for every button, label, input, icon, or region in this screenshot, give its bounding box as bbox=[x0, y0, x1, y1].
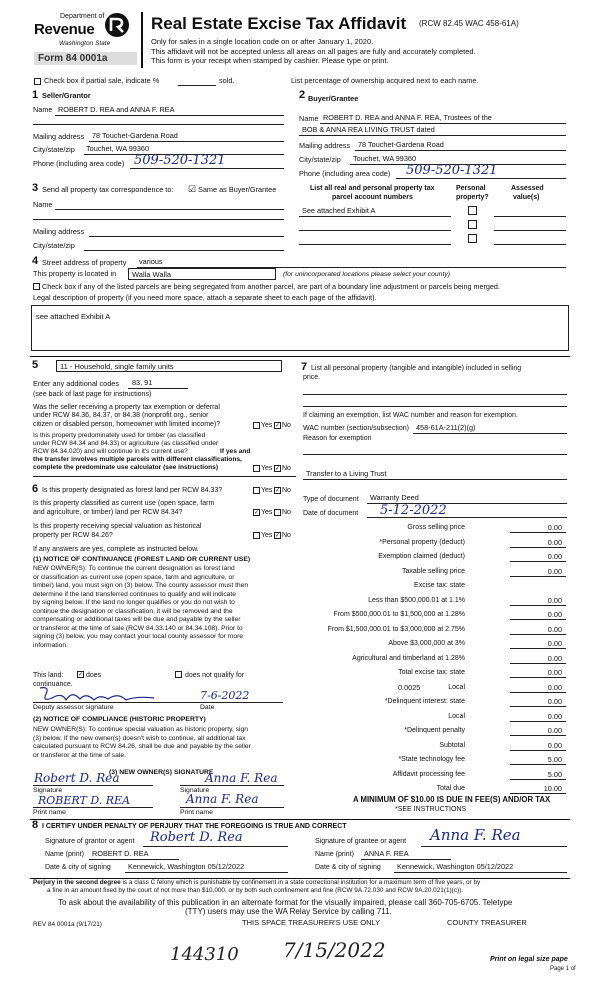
new-owner-signature-1[interactable]: Robert D. Rea bbox=[34, 771, 120, 785]
rate-tier-2-label: From $500,000.01 to $1,500,000 at 1.28% bbox=[333, 611, 465, 618]
state-technology-fee-amount[interactable]: 5.00 bbox=[547, 755, 562, 764]
amount-line bbox=[510, 750, 566, 751]
seller-city[interactable]: Touchet, WA 99360 bbox=[86, 144, 150, 153]
sec7-label-a: List all personal property (tangible and intangible) included in selling bbox=[311, 365, 522, 372]
sec6-q3-no-checkbox[interactable]: ✓ bbox=[275, 533, 281, 539]
sec6-q2-a: Is this property classified as current use (open space, farm bbox=[33, 500, 215, 507]
tax-corr-city-label: City/state/zip bbox=[33, 241, 75, 250]
total-excise-state-label: Total excise tax: state bbox=[398, 669, 465, 676]
delinquent-penalty-amount[interactable]: 0.00 bbox=[547, 726, 562, 735]
personal-heading-b: property? bbox=[456, 194, 489, 201]
parcel-line-1 bbox=[299, 216, 451, 217]
tax-corr-city-line[interactable] bbox=[84, 250, 284, 251]
perjury-line-1 bbox=[33, 879, 480, 886]
notice-continuance-line: or transferor at the time of sale (RCW 84.33.140 or 84.34.108). Prior to bbox=[33, 624, 243, 632]
buyer-name-line2 bbox=[299, 135, 566, 136]
amount-line bbox=[510, 605, 566, 606]
reason-value[interactable]: Transfer to a Living Trust bbox=[306, 469, 387, 478]
notice-continuance-line: continue the designation or classification, it will be removed and the bbox=[33, 607, 233, 615]
local-tax-label: Local bbox=[448, 683, 465, 691]
buyer-phone-label: Phone (including area code) bbox=[299, 169, 391, 178]
grantee-sig-line bbox=[421, 846, 567, 847]
rate-tier-1-label: Less than $500,000.01 at 1.1% bbox=[368, 596, 465, 604]
notice-continuance-line: or classification as current use (open space, farm and agriculture, or bbox=[33, 573, 235, 581]
excise-tax-state-label: Excise tax: state bbox=[414, 582, 465, 589]
perjury-bold: Perjury in the second degree bbox=[33, 879, 121, 886]
rate-tier-1-amount[interactable]: 0.00 bbox=[547, 595, 562, 605]
sec5-q2-b: under RCW 84.34 and 84.33) or agriculture (as classified under bbox=[33, 440, 219, 447]
sec6-q2-yes-checkbox[interactable]: ✓ bbox=[254, 510, 260, 516]
tax-corr-mailing-label: Mailing address bbox=[33, 227, 85, 236]
exemption-claimed-amount[interactable]: 0.00 bbox=[547, 552, 562, 561]
notice-continuance-line: information. bbox=[33, 641, 68, 649]
grantor-name-label: Name (print) bbox=[45, 851, 84, 858]
assessor-date[interactable]: 7-6-2022 bbox=[200, 689, 250, 702]
sec6-q3-yes: Yes bbox=[261, 532, 273, 539]
amount-line bbox=[510, 532, 566, 533]
street-value[interactable]: various bbox=[139, 257, 163, 266]
assessed-heading-a: Assessed bbox=[511, 185, 544, 192]
partial-sale-percent-line[interactable] bbox=[178, 85, 216, 86]
revision-number: REV 84 0001a (9/17/21) bbox=[33, 921, 102, 928]
doc-date[interactable]: 5-12-2022 bbox=[380, 503, 447, 518]
sec6-q2-no: No bbox=[282, 509, 291, 516]
deputy-label: Deputy assessor signature bbox=[33, 704, 114, 711]
use-code-select[interactable] bbox=[56, 360, 282, 372]
seller-section-number: 1 bbox=[32, 89, 39, 101]
form-number-badge bbox=[34, 52, 137, 65]
seller-phone-label: Phone (including area code) bbox=[33, 159, 125, 168]
seller-name[interactable]: ROBERT D. REA and ANNA F. REA bbox=[58, 105, 175, 114]
dor-logo-icon bbox=[104, 12, 130, 38]
notice-continuance-title: (1) NOTICE OF CONTINUANCE (FOREST LAND OR CURRENT USE) bbox=[33, 556, 251, 563]
land-does-not-checkbox[interactable] bbox=[175, 671, 182, 678]
continuance-label: continuance. bbox=[33, 681, 73, 688]
sec6-q1-yes: Yes bbox=[261, 487, 273, 494]
personal-property-deduct-amount[interactable]: 0.00 bbox=[547, 537, 562, 547]
partial-sale-sold: sold. bbox=[219, 76, 235, 85]
notice-compliance-line: calculated pursuant to RCW 84.26, shall be due and payable by the seller bbox=[33, 743, 251, 750]
sec6-q2-no-checkbox[interactable] bbox=[274, 509, 281, 516]
street-label: Street address of property bbox=[42, 258, 127, 267]
taxable-selling-price-label: Taxable selling price bbox=[401, 567, 465, 575]
grantee-date-city-label: Date & city of signing bbox=[315, 864, 381, 871]
amount-line bbox=[510, 677, 566, 678]
segregated-checkbox[interactable] bbox=[33, 283, 40, 290]
local-tax-amount[interactable]: 0.00 bbox=[547, 682, 562, 692]
sec5-q2-no: No bbox=[282, 465, 291, 472]
partial-sale-label: Check box if partial sale, indicate % bbox=[44, 76, 160, 85]
land-does-not-label: does not qualify for bbox=[185, 672, 245, 679]
logo-wa-state: Washington State bbox=[59, 40, 111, 47]
sec5-q2-e: complete the predominate use calculator (see instructions) bbox=[33, 464, 219, 471]
sec6-q1-yes-checkbox[interactable] bbox=[253, 487, 260, 494]
legal-description-box[interactable] bbox=[31, 305, 569, 351]
amount-line bbox=[510, 692, 566, 693]
exemption-note: If claiming an exemption, list WAC number and reason for exemption. bbox=[303, 412, 518, 419]
sec5-number: 5 bbox=[32, 359, 39, 371]
amount-line bbox=[510, 735, 566, 736]
section-5-rule bbox=[30, 356, 570, 357]
buyer-phone-line bbox=[396, 178, 566, 179]
amount-line bbox=[510, 663, 566, 664]
sec6-q1: Is this property designated as forest land per RCW 84.33? bbox=[42, 487, 223, 494]
grantee-name-line bbox=[361, 859, 451, 860]
buyer-name-label: Name bbox=[299, 114, 319, 123]
personal-property-line-2[interactable] bbox=[303, 406, 567, 407]
sec5-q2-d: the transfer involves multiple parcels with different classifications, bbox=[33, 456, 242, 463]
grantee-name[interactable]: ANNA F. REA bbox=[364, 849, 409, 858]
gross-selling-price-label: Gross selling price bbox=[407, 524, 465, 531]
parcel-line-3[interactable] bbox=[299, 244, 451, 245]
notice-continuance-line: by signing below. If the land no longer qualifies or you do not wish to bbox=[33, 599, 235, 606]
new-owner-signature-2[interactable]: Anna F. Rea bbox=[205, 771, 278, 785]
personal-property-checkbox-3[interactable] bbox=[468, 234, 477, 243]
treasurer-stamp-number: 144310 bbox=[170, 944, 239, 965]
county-note: (for unincorporated locations please select your county) bbox=[283, 271, 450, 278]
personal-property-line-1[interactable] bbox=[303, 394, 567, 395]
deputy-date-label: Date bbox=[200, 704, 215, 711]
seller-mailing[interactable]: 78 Touchet-Gardena Road bbox=[92, 131, 178, 140]
rate-tier-4-amount[interactable]: 0.00 bbox=[547, 639, 562, 648]
buyer-phone[interactable]: 509-520-1321 bbox=[406, 163, 498, 178]
sec7-label-b: price. bbox=[303, 374, 321, 381]
treasurer-use-only: THIS SPACE TREASURER'S USE ONLY bbox=[242, 918, 381, 927]
sec6-q3-no: No bbox=[282, 532, 291, 539]
taxable-selling-price-amount[interactable]: 0.00 bbox=[547, 566, 562, 576]
grantee-name-label: Name (print) bbox=[315, 851, 354, 858]
wac-label: WAC number (section/subsection) bbox=[303, 425, 409, 432]
sec5-q1-a: Was the seller receiving a property tax exemption or deferral bbox=[33, 404, 220, 411]
buyer-section-number: 2 bbox=[299, 89, 306, 101]
new-owner-signature-title: (3) NEW OWNER(S) SIGNATURE bbox=[109, 769, 214, 776]
local-rate[interactable]: 0.0025 bbox=[398, 683, 421, 692]
amount-line bbox=[510, 561, 566, 562]
seller-mailing-line bbox=[89, 141, 284, 142]
buyer-mailing[interactable]: 78 Touchet-Gardena Road bbox=[358, 140, 444, 149]
agricultural-rate-label: Agricultural and timberland at 1.28% bbox=[352, 654, 465, 662]
tax-corr-section-number: 3 bbox=[32, 182, 39, 194]
seller-phone-line bbox=[130, 168, 284, 169]
tax-corr-name-label: Name bbox=[33, 200, 53, 209]
this-land-label: This land: bbox=[33, 672, 64, 679]
personal-property-deduct-label: *Personal property (deduct) bbox=[379, 538, 465, 546]
tax-corr-name-line[interactable] bbox=[55, 209, 284, 210]
sec6-q3-b: property per RCW 84.26? bbox=[33, 532, 113, 539]
buyer-city-label: City/state/zip bbox=[299, 155, 341, 164]
total-due-label: Total due bbox=[436, 785, 465, 792]
sec5-q2-c-bold: If yes and bbox=[220, 448, 251, 455]
notice-compliance-line: (3) below. If the new owner(s) doesn't wish to continue, all additional tax bbox=[33, 734, 246, 742]
county-select[interactable] bbox=[128, 268, 276, 280]
use-code-value: 11 - Household, single family units bbox=[60, 362, 174, 371]
total-excise-state-amount[interactable]: 0.00 bbox=[547, 668, 562, 677]
state-technology-fee-label: *State technology fee bbox=[398, 756, 465, 763]
parcel-entry-1[interactable]: See attached Exhibit A bbox=[302, 206, 376, 215]
wac-number[interactable]: 458-61A-211(2)(g) bbox=[416, 423, 476, 432]
delinquent-interest-local-amount[interactable]: 0.00 bbox=[547, 711, 562, 721]
doc-date-label: Date of document bbox=[303, 510, 359, 517]
buyer-name-1[interactable]: ROBERT D. REA and ANNA F. REA, Trustees of the bbox=[323, 113, 492, 122]
buyer-mailing-line bbox=[355, 150, 566, 151]
seller-name-line bbox=[55, 115, 284, 116]
perjury-line-2: a fine in an amount fixed by the court of not more than $10,000, or by both such confinement and fine (RCW 9A.72.030 and RCW 9A.20.021(1)(c)). bbox=[47, 887, 463, 894]
assessed-line-1[interactable] bbox=[494, 216, 566, 217]
page-indicator: Page 1 of bbox=[550, 966, 576, 972]
reason-label: Reason for exemption bbox=[303, 435, 372, 442]
print-name-label-1: Print name bbox=[33, 809, 66, 816]
grantor-signature[interactable]: Robert D. Rea bbox=[150, 830, 243, 845]
partial-sale-checkbox[interactable] bbox=[34, 78, 41, 85]
sec6-q2-b: and agriculture, or timber) land per RCW 84.34? bbox=[33, 509, 183, 516]
signature-label-2: Signature bbox=[180, 787, 210, 794]
sec5-q2-c: RCW 84.34.020) and will continue in it's current use? bbox=[33, 448, 188, 455]
sec5-q2-yes: Yes bbox=[261, 465, 273, 472]
same-as-buyer-label: Same as Buyer/Grantee bbox=[198, 185, 277, 194]
logo-dept-line: Department of bbox=[60, 13, 105, 20]
affidavit-processing-fee-label: Affidavit processing fee bbox=[392, 770, 465, 778]
land-does-checkbox[interactable]: ✓ bbox=[78, 672, 84, 678]
seller-name-label: Name bbox=[33, 105, 53, 114]
notice-continuance-line: determine if the land transferred continues to qualify and will indicate bbox=[33, 590, 236, 598]
new-owner-sig-line-2 bbox=[180, 785, 284, 786]
county-value: Walla Walla bbox=[132, 270, 172, 279]
reason-line-2 bbox=[303, 479, 567, 480]
header-divider bbox=[141, 12, 143, 68]
parcel-line-2[interactable] bbox=[299, 230, 451, 231]
print-name-2[interactable]: Anna F. Rea bbox=[186, 792, 259, 806]
grantor-sig-line bbox=[143, 846, 288, 847]
buyer-heading: Buyer/Grantee bbox=[308, 94, 359, 103]
tax-corr-label: Send all property tax correspondence to: bbox=[42, 185, 174, 194]
sec5-q1-yes: Yes bbox=[261, 422, 273, 429]
agricultural-amount[interactable]: 0.00 bbox=[547, 653, 562, 663]
notice-compliance-line: or transferor at the time of sale. bbox=[33, 751, 126, 759]
assessed-heading-b: value(s) bbox=[513, 194, 540, 201]
sec5-q1-no: No bbox=[282, 422, 291, 429]
additional-codes-label: Enter any additional codes bbox=[33, 379, 119, 388]
sec5-q2-a: Is this property predominately used for timber (as classified bbox=[33, 432, 206, 439]
amount-line bbox=[510, 547, 566, 548]
amount-line bbox=[510, 764, 566, 765]
print-name-line-1 bbox=[33, 807, 153, 808]
exemption-claimed-label: Exemption claimed (deduct) bbox=[378, 553, 465, 560]
accessibility-line-1: To ask about the availability of this publication in an alternate format for the visually impaired, please call 360-705-6705. Teletype bbox=[58, 898, 513, 907]
amount-line bbox=[510, 793, 566, 794]
grantee-sig-label: Signature of grantee or agent bbox=[315, 838, 407, 845]
wac-line bbox=[413, 433, 567, 434]
reason-line-1 bbox=[303, 454, 567, 455]
seller-name-line2 bbox=[33, 124, 284, 125]
sec6-q3-yes-checkbox[interactable] bbox=[253, 532, 260, 539]
grantor-name-line bbox=[89, 859, 179, 860]
see-instructions-note: *SEE INSTRUCTIONS bbox=[395, 806, 467, 813]
segregated-note: Check box if any of the listed parcels are being segregated from another parcel, are part of a boundary line adjustment or parcels being merged. bbox=[42, 282, 500, 291]
sec6-q1-no: No bbox=[282, 487, 291, 494]
buyer-mailing-label: Mailing address bbox=[299, 141, 351, 150]
signature-label-1: Signature bbox=[33, 787, 63, 794]
new-owner-sig-line-1 bbox=[33, 785, 153, 786]
sec5-q1-b: under RCW 84.36, 84.37, or 84.38 (nonprofit org., senior bbox=[33, 412, 209, 419]
doc-type[interactable]: Warranty Deed bbox=[370, 493, 419, 502]
print-name-label-2: Print name bbox=[180, 809, 213, 816]
grantor-date-city[interactable]: Kennewick, Washington 05/12/2022 bbox=[128, 862, 245, 871]
delinquent-penalty-label: *Delinquent penalty bbox=[404, 727, 465, 734]
assessed-line-2[interactable] bbox=[494, 230, 566, 231]
grantee-date-city[interactable]: Kennewick, Washington 05/12/2022 bbox=[397, 862, 514, 871]
sec6-if-yes: If any answers are yes, complete as instructed below. bbox=[33, 546, 199, 553]
sec5-q1-yes-checkbox[interactable] bbox=[253, 422, 260, 429]
sec6-number: 6 bbox=[32, 483, 39, 495]
parcels-heading-a: List all real and personal property tax bbox=[310, 185, 435, 192]
rate-tier-2-amount[interactable]: 0.00 bbox=[547, 610, 562, 619]
grantor-sig-label: Signature of grantor or agent bbox=[45, 838, 135, 845]
land-does-label: does bbox=[86, 672, 102, 679]
additional-codes-line bbox=[128, 388, 188, 389]
grantor-date-city-label: Date & city of signing bbox=[45, 864, 111, 871]
notice-continuance-line: compensating or additional taxes will be due and payable by the seller bbox=[33, 616, 241, 623]
amount-line bbox=[510, 619, 566, 620]
legal-description: see attached Exhibit A bbox=[36, 312, 111, 321]
same-as-buyer-checkbox[interactable]: ☑ bbox=[188, 184, 197, 194]
minimum-due-note: A MINIMUM OF $10.00 IS DUE IN FEE(S) AND/OR TAX bbox=[353, 795, 551, 804]
legal-label: Legal description of property (if you need more space, attach a separate sheet to each page of the affidavit). bbox=[33, 293, 377, 302]
sec8-number: 8 bbox=[32, 819, 39, 831]
sec5-q2-yes-checkbox[interactable] bbox=[253, 465, 260, 472]
treasurer-stamp-date: 7/15/2022 bbox=[283, 938, 386, 962]
sec6-q2-yes: Yes bbox=[261, 509, 273, 516]
sec7-number: 7 bbox=[301, 361, 308, 373]
rate-tier-4-label: Above $3,000,000 at 3% bbox=[388, 640, 465, 647]
assessed-line-3[interactable] bbox=[494, 244, 566, 245]
section-8-rule bbox=[30, 819, 570, 820]
total-due-amount[interactable]: 10.00 bbox=[543, 784, 562, 793]
personal-property-checkbox-2[interactable] bbox=[468, 220, 477, 229]
delinquent-interest-state-amount[interactable]: 0.00 bbox=[547, 697, 562, 706]
amount-line bbox=[510, 706, 566, 707]
seller-city-label: City/state/zip bbox=[33, 145, 75, 154]
sec5-rule bbox=[33, 476, 296, 477]
see-back-note: (see back of last page for instructions) bbox=[33, 391, 152, 398]
seller-heading: Seller/Grantor bbox=[42, 91, 91, 100]
legal-paper-note: Print on legal size pape bbox=[490, 956, 568, 963]
sec6-q3-a: Is this property receiving special valuation as historical bbox=[33, 523, 202, 530]
notice-compliance-title: (2) NOTICE OF COMPLIANCE (HISTORIC PROPERTY) bbox=[33, 716, 206, 723]
perjury-text-1: is a class C felony which is punishable by confinement in a state correctional institution for a maximum term of five years, or by bbox=[122, 879, 481, 886]
tax-corr-name-line2[interactable] bbox=[33, 219, 284, 220]
subtotal-label: Subtotal bbox=[439, 741, 465, 749]
header-sub1: Only for sales in a single location code on or after January 1, 2020. bbox=[151, 37, 374, 46]
buyer-city[interactable]: Touchet, WA 99360 bbox=[353, 154, 417, 163]
print-name-1[interactable]: ROBERT D. REA bbox=[38, 794, 131, 807]
amount-line bbox=[510, 648, 566, 649]
ownership-note: List percentage of ownership acquired next to each name. bbox=[291, 76, 479, 85]
notice-continuance-line: signing (3) below, you may contact your local county assessor for more bbox=[33, 633, 244, 640]
doc-type-label: Type of document bbox=[303, 496, 359, 503]
property-section-number: 4 bbox=[32, 255, 39, 267]
seller-mailing-label: Mailing address bbox=[33, 132, 85, 141]
parcels-heading-b: parcel account numbers bbox=[332, 194, 413, 201]
grantee-signature[interactable]: Anna F. Rea bbox=[430, 826, 521, 844]
header-sub3: This form is your receipt when stamped by cashier. Please type or print. bbox=[151, 56, 389, 65]
rate-tier-3-amount[interactable]: 0.00 bbox=[547, 624, 562, 634]
grantor-name[interactable]: ROBERT D. REA bbox=[92, 849, 149, 858]
amount-line bbox=[510, 721, 566, 722]
sec6-q1-no-checkbox[interactable]: ✓ bbox=[275, 488, 281, 494]
sec5-q1-c: citizen or disabled person, homeowner with limited income)? bbox=[33, 421, 221, 428]
subtotal-amount[interactable]: 0.00 bbox=[547, 740, 562, 750]
form-title-ref: (RCW 82.45 WAC 458-61A) bbox=[419, 19, 519, 28]
notice-continuance-line: NEW OWNER(S): To continue the current designation as forest land bbox=[33, 565, 235, 572]
form-number: Form 84 0001a bbox=[38, 53, 108, 64]
sec5-q1-no-checkbox[interactable]: ✓ bbox=[275, 423, 281, 429]
affidavit-processing-fee-amount[interactable]: 5.00 bbox=[547, 769, 562, 779]
personal-heading-a: Personal bbox=[456, 185, 486, 192]
personal-property-checkbox-1[interactable] bbox=[468, 206, 477, 215]
amount-line bbox=[510, 576, 566, 577]
delinquent-interest-local-label: Local bbox=[448, 712, 465, 720]
form-title: Real Estate Excise Tax Affidavit bbox=[151, 14, 407, 33]
located-label: This property is located in bbox=[33, 269, 117, 278]
gross-selling-price-amount[interactable]: 0.00 bbox=[547, 523, 562, 532]
buyer-name-line bbox=[320, 123, 566, 124]
grantee-date-city-line bbox=[394, 872, 567, 873]
buyer-name-2[interactable]: BOB & ANNA REA LIVING TRUST dated bbox=[302, 125, 435, 134]
notice-continuance-line: timber) land, you must sign on (3) below. The county assessor must then bbox=[33, 582, 249, 589]
print-name-line-2 bbox=[180, 807, 284, 808]
sec5-q2-no-checkbox[interactable]: ✓ bbox=[275, 466, 281, 472]
header-sub2: This affidavit will not be accepted unless all areas on all pages are fully and accurately completed. bbox=[151, 46, 476, 56]
rate-tier-3-label: From $1,500,000.01 to $3,000,000 at 2.75% bbox=[327, 625, 465, 633]
notice-compliance-line: NEW OWNER(S): To continue special valuation as historic property, sign bbox=[33, 726, 248, 733]
certify-statement: I CERTIFY UNDER PENALTY OF PERJURY THAT THE FOREGOING IS TRUE AND CORRECT bbox=[42, 823, 347, 830]
additional-codes[interactable]: 83, 91 bbox=[132, 378, 153, 387]
accessibility-line-2: (TTY) users may use the WA Relay Service by calling 711. bbox=[185, 907, 392, 916]
delinquent-interest-state-label: *Delinquent interest: state bbox=[384, 698, 465, 705]
seller-phone[interactable]: 509-520-1321 bbox=[134, 153, 226, 168]
grantor-date-city-line bbox=[125, 872, 288, 873]
amount-line bbox=[510, 779, 566, 780]
county-treasurer: COUNTY TREASURER bbox=[447, 918, 527, 927]
tax-corr-mailing-line[interactable] bbox=[89, 236, 284, 237]
logo-revenue: Revenue bbox=[34, 21, 95, 38]
deputy-sign-line bbox=[33, 702, 283, 703]
amount-line bbox=[510, 634, 566, 635]
